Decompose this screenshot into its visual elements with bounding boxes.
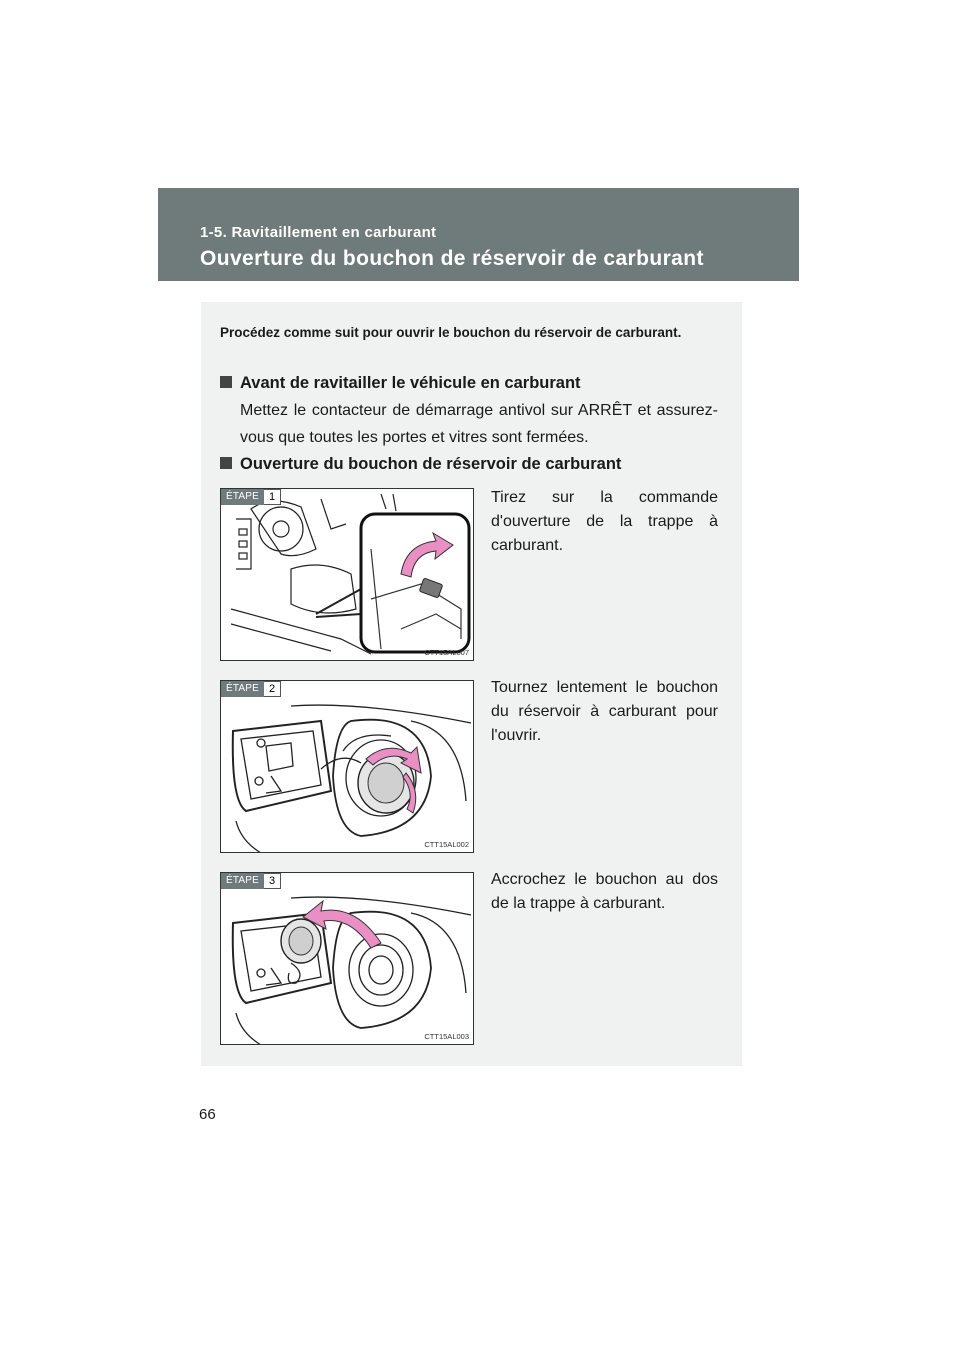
step-badge: ÉTAPE 2 <box>221 681 281 697</box>
square-bullet-icon <box>220 376 232 388</box>
figure-code: CTT15AL007 <box>424 648 469 657</box>
cap-hang-on-door-drawing <box>221 873 474 1045</box>
step-badge: ÉTAPE 3 <box>221 873 281 889</box>
figure-code: CTT15AL002 <box>424 840 469 849</box>
section-label: 1-5. Ravitaillement en carburant <box>200 224 437 241</box>
step-3-illustration <box>220 872 474 1045</box>
step-badge: ÉTAPE 1 <box>221 489 281 505</box>
figure-code: CTT15AL003 <box>424 1032 469 1041</box>
page-title: Ouverture du bouchon de réservoir de carburant <box>200 247 704 270</box>
step-3-text: Accrochez le bouchon au dos de la trappe à carburant. <box>491 871 718 912</box>
step-1-text: Tirez sur la commande d'ouverture de la trappe à carburant. <box>491 489 718 554</box>
page-number: 66 <box>199 1106 216 1123</box>
intro-text: Procédez comme suit pour ouvrir le bouchon du réservoir de carburant. <box>220 325 682 340</box>
content-panel <box>201 302 742 1066</box>
fuel-cap-unscrew-drawing <box>221 681 474 853</box>
step-1-illustration <box>220 488 474 661</box>
section-heading-open-cap: Ouverture du bouchon de réservoir de carburant <box>220 455 621 474</box>
fuel-door-lever-drawing <box>221 489 474 661</box>
before-refuel-text: Mettez le contacteur de démarrage antivol sur ARRÊT et assurez-vous que toutes les portes et vitres sont fermées. <box>240 402 718 446</box>
step-2-text: Tournez lentement le bouchon du réservoir à carburant pour l'ouvrir. <box>491 679 718 744</box>
section-heading-before-refuel: Avant de ravitailler le véhicule en carburant <box>220 374 581 393</box>
chapter-header <box>158 188 799 281</box>
square-bullet-icon <box>220 457 232 469</box>
step-2-illustration <box>220 680 474 853</box>
